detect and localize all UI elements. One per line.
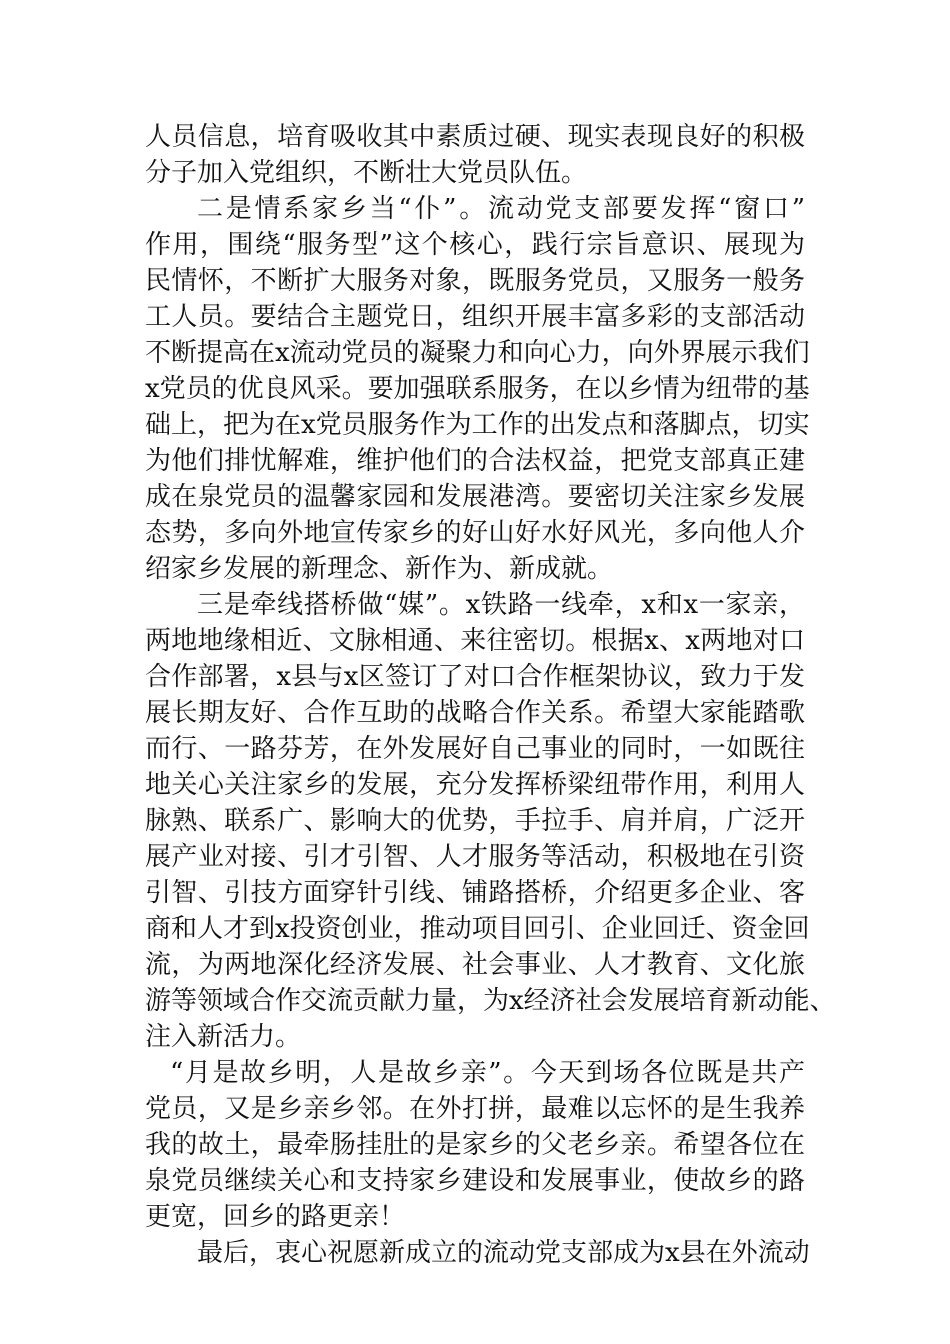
paragraph-line: 展产业对接、引才引智、人才服务等活动，积极地在引资	[145, 842, 805, 872]
paragraph-line: 游等领域合作交流贡献力量，为x经济社会发展培育新动能、	[145, 986, 836, 1016]
paragraph-line: 合作部署，x县与x区签订了对口合作框架协议，致力于发	[145, 662, 805, 692]
paragraph-line: 人员信息，培育吸收其中素质过硬、现实表现良好的积极	[145, 122, 805, 152]
paragraph-line: 而行、一路芬芳，在外发展好自己事业的同时，一如既往	[145, 734, 805, 764]
paragraph-line: 更宽，回乡的路更亲！	[145, 1202, 406, 1232]
paragraph-line: 作用，围绕“服务型”这个核心，践行宗旨意识、展现为	[145, 230, 805, 260]
paragraph-line: 民情怀，不断扩大服务对象，既服务党员，又服务一般务	[145, 266, 805, 296]
paragraph-line: “月是故乡明，人是故乡亲”。今天到场各位既是共产	[170, 1058, 805, 1088]
paragraph-line: 展长期友好、合作互助的战略合作关系。希望大家能踏歌	[145, 698, 805, 728]
paragraph-line: 三是牵线搭桥做“媒”。x铁路一线牵，x和x一家亲，	[197, 590, 805, 620]
paragraph-line: 分子加入党组织，不断壮大党员队伍。	[145, 158, 588, 188]
paragraph-line: 商和人才到x投资创业，推动项目回引、企业回迁、资金回	[145, 914, 810, 944]
paragraph-line: 绍家乡发展的新理念、新作为、新成就。	[145, 554, 614, 584]
paragraph-line: 工人员。要结合主题党日，组织开展丰富多彩的支部活动	[145, 302, 805, 332]
paragraph-line: 泉党员继续关心和支持家乡建设和发展事业，使故乡的路	[145, 1166, 805, 1196]
paragraph-line: 地关心关注家乡的发展，充分发挥桥梁纽带作用，利用人	[145, 770, 805, 800]
paragraph-line: 流，为两地深化经济发展、社会事业、人才教育、文化旅	[145, 950, 805, 980]
paragraph-line: x党员的优良风采。要加强联系服务，在以乡情为纽带的基	[145, 374, 810, 404]
paragraph-line: 党员，又是乡亲乡邻。在外打拼，最难以忘怀的是生我养	[145, 1094, 805, 1124]
paragraph-line: 二是情系家乡当“仆”。流动党支部要发挥“窗口”	[197, 194, 805, 224]
paragraph-line: 两地地缘相近、文脉相通、来往密切。根据x、x两地对口	[145, 626, 805, 656]
paragraph-line: 最后，衷心祝愿新成立的流动党支部成为x县在外流动	[197, 1238, 810, 1268]
paragraph-line: 成在泉党员的温馨家园和发展港湾。要密切关注家乡发展	[145, 482, 805, 512]
paragraph-line: 我的故土，最牵肠挂肚的是家乡的父老乡亲。希望各位在	[145, 1130, 805, 1160]
paragraph-line: 脉熟、联系广、影响大的优势，手拉手、肩并肩，广泛开	[145, 806, 805, 836]
paragraph-line: 引智、引技方面穿针引线、铺路搭桥，介绍更多企业、客	[145, 878, 805, 908]
paragraph-line: 础上，把为在x党员服务作为工作的出发点和落脚点，切实	[145, 410, 810, 440]
paragraph-line: 注入新活力。	[145, 1022, 302, 1052]
paragraph-line: 不断提高在x流动党员的凝聚力和向心力，向外界展示我们	[145, 338, 810, 368]
paragraph-line: 为他们排忧解难，维护他们的合法权益，把党支部真正建	[145, 446, 805, 476]
paragraph-line: 态势，多向外地宣传家乡的好山好水好风光，多向他人介	[145, 518, 805, 548]
